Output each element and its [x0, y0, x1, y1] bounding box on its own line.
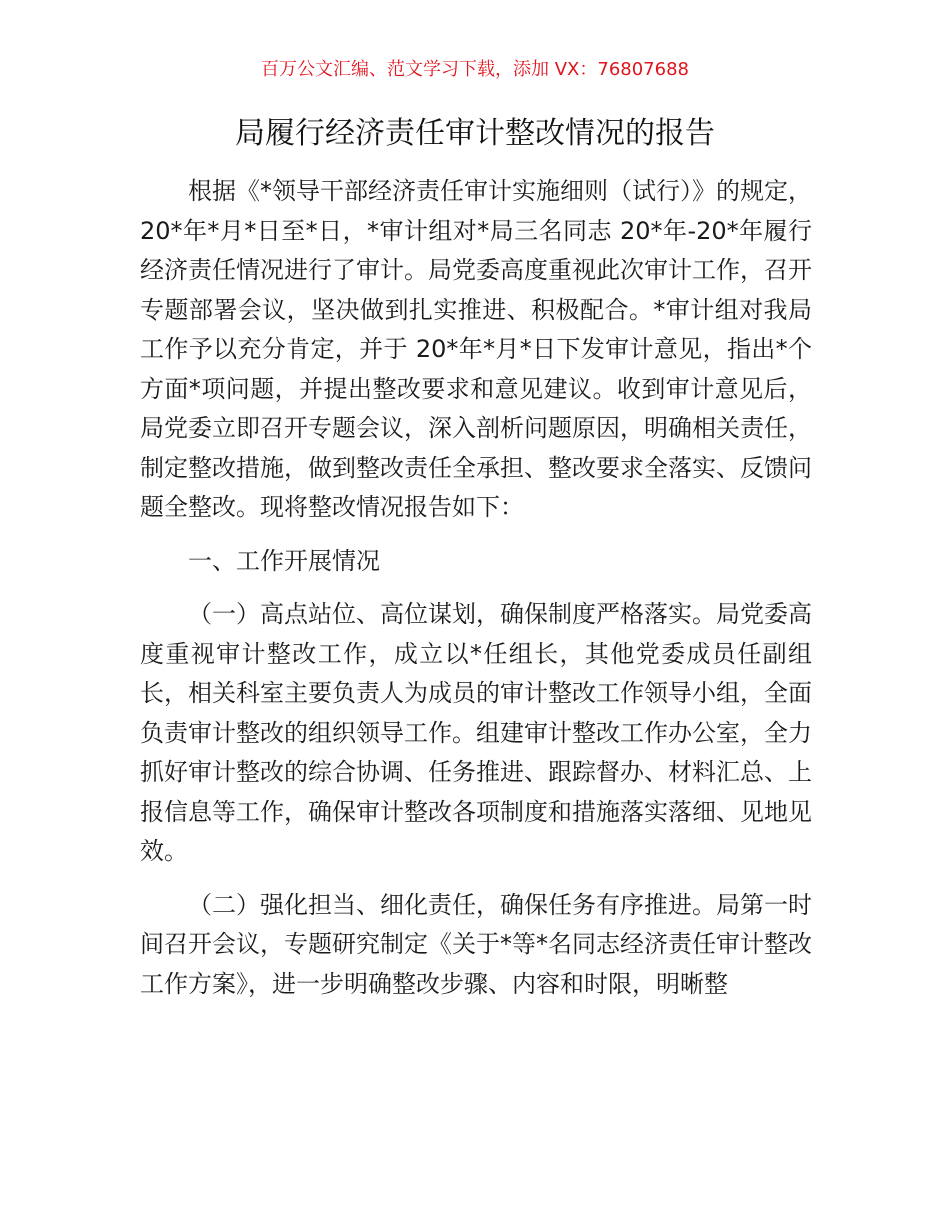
item-paragraph-1: （一）高点站位、高位谋划，确保制度严格落实。局党委高度重视审计整改工作，成立以*任组长，其他党委成员任副组长，相关科室主要负责人为成员的审计整改工作领导小组，全面负责审计整改的组织领导工作。组建审计整改工作办公室，全力抓好审计整改的综合协调、任务推进、跟踪督办、材料汇总、上报信息等工作，确保审计整改各项制度和措施落实落细、见地见效。: [140, 600, 812, 865]
section-heading: 一、工作开展情况: [188, 546, 380, 575]
document-body: [140, 172, 812, 1004]
item-paragraph-2: （二）强化担当、细化责任，确保任务有序推进。局第一时间召开会议，专题研究制定《关于*等*名同志经济责任审计整改工作方案》，进一步明确整改步骤、内容和时限，明晰整: [140, 890, 812, 998]
intro-paragraph: 根据《*领导干部经济责任审计实施细则（试行）》的规定，20*年*月*日至*日，*审计组对*局三名同志 20*年-20*年履行经济责任情况进行了审计。局党委高度重视此次审计工作，召开专题部署会议，坚决做到扎实推进、积极配合。*审计组对我局工作予以充分肯定，并于 20*年*月*日下发审计意见，指出*个方面*项问题，并提出整改要求和意见建议。收到审计意见后，局党委立即召开专题会议，深入剖析问题原因，明确相关责任，制定整改措施，做到整改责任全承担、整改要求全落实、反馈问题全整改。现将整改情况报告如下：: [140, 177, 812, 521]
header-watermark: 百万公文汇编、范文学习下载，添加 VX：76807688: [261, 59, 689, 80]
document-title: 局履行经济责任审计整改情况的报告: [235, 116, 715, 151]
